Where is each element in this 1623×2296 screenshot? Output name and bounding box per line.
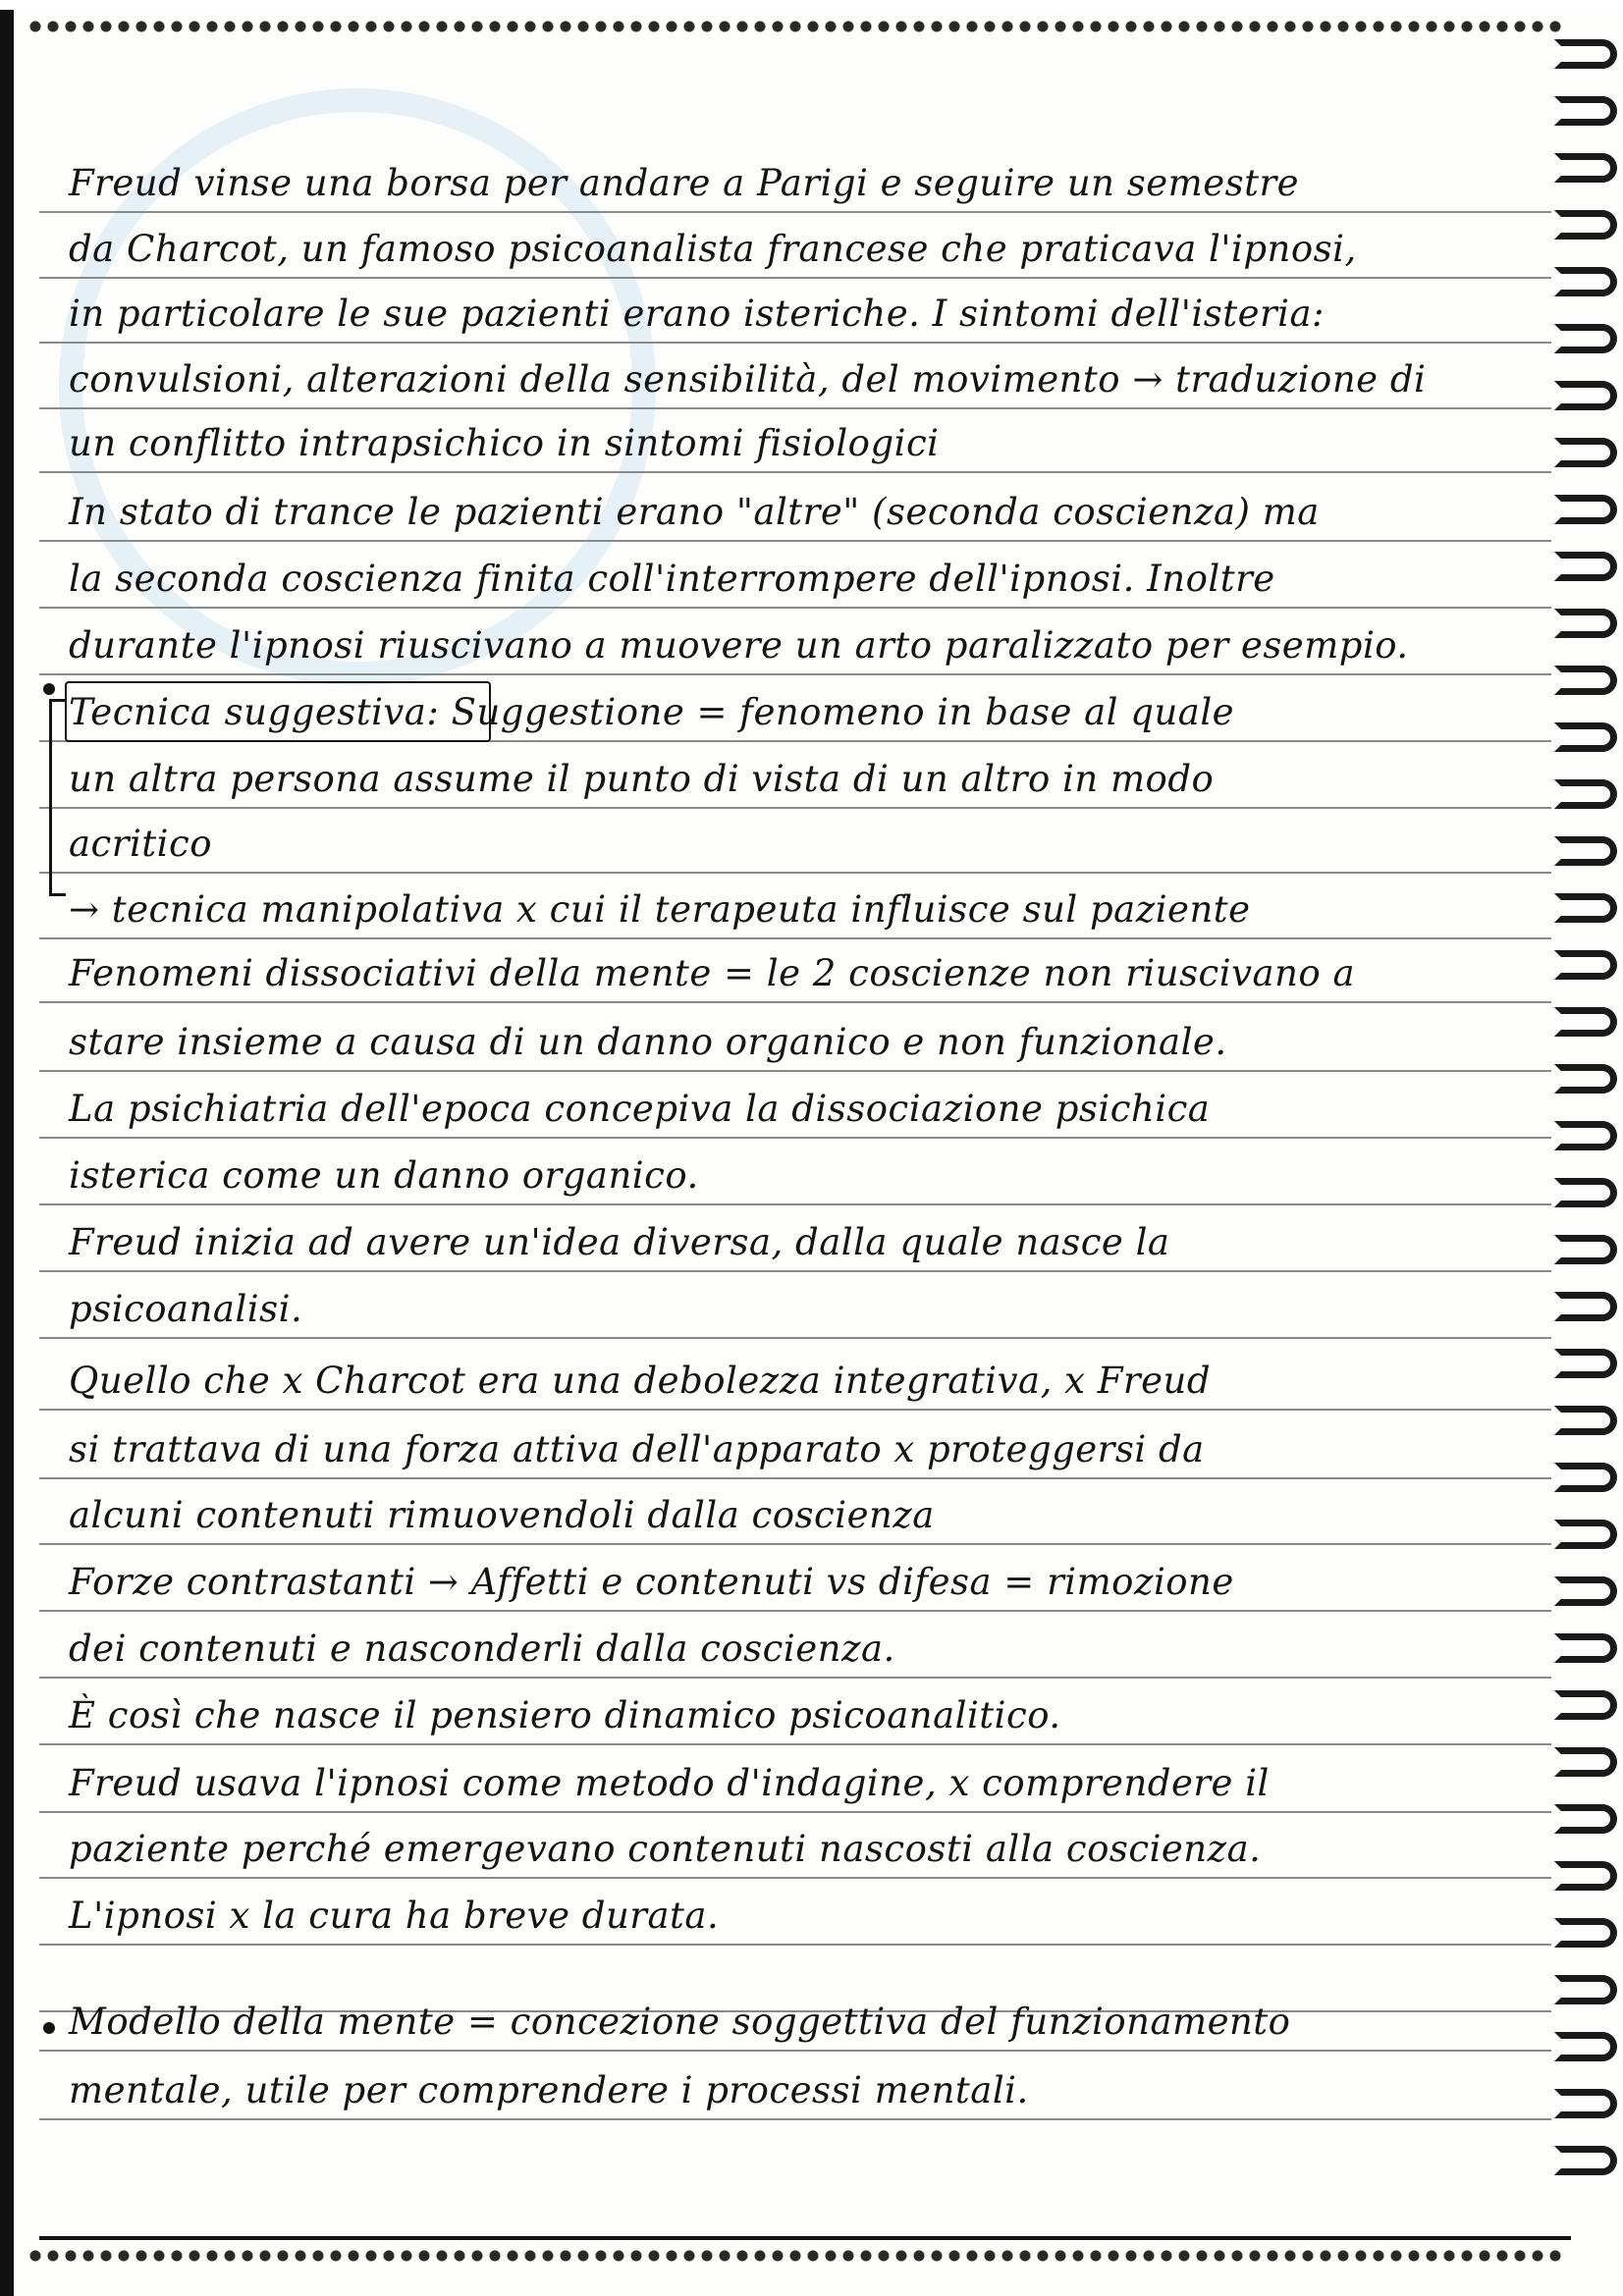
ruled-line <box>39 1543 1551 1545</box>
ruled-line <box>39 407 1551 409</box>
spiral-binding <box>1544 29 1623 2228</box>
perforation-bottom <box>29 2243 1561 2269</box>
ruled-line <box>39 1477 1551 1479</box>
ruled-line <box>39 607 1551 609</box>
spiral-ring <box>1554 210 1617 240</box>
note-line: È così che nasce il pensiero dinamico psicoanalitico. <box>69 1694 1061 1736</box>
scan-edge-top <box>0 0 1623 10</box>
ruled-line <box>39 807 1551 809</box>
ruled-line <box>39 872 1551 874</box>
spiral-ring <box>1554 267 1617 296</box>
note-line: Freud vinse una borsa per andare a Parigi e seguire un semestre <box>69 162 1300 204</box>
spiral-ring <box>1554 1804 1617 1834</box>
spiral-ring <box>1554 836 1617 866</box>
spiral-ring <box>1554 893 1617 923</box>
ruled-line <box>39 1743 1551 1745</box>
note-line: durante l'ipnosi riuscivano a muovere un arto paralizzato per esempio. <box>69 624 1409 667</box>
spiral-ring <box>1554 2089 1617 2118</box>
ruled-line <box>39 471 1551 473</box>
scan-edge-left <box>0 0 14 2296</box>
ruled-line <box>39 1877 1551 1879</box>
spiral-ring <box>1554 438 1617 467</box>
note-line: psicoanalisi. <box>69 1288 303 1330</box>
spiral-ring <box>1554 96 1617 126</box>
note-line: acritico <box>69 823 213 865</box>
spiral-ring <box>1554 153 1617 183</box>
note-line: paziente perché emergevano contenuti nascosti alla coscienza. <box>69 1828 1262 1870</box>
note-line: In stato di trance le pazienti erano "altre" (seconda coscienza) ma <box>69 491 1320 533</box>
bullet-point <box>43 2022 55 2034</box>
ruled-line <box>39 1337 1551 1339</box>
ruled-line <box>39 673 1551 675</box>
bullet-point <box>43 683 55 695</box>
ruled-line <box>39 2050 1551 2052</box>
spiral-ring <box>1554 1064 1617 1094</box>
ruled-line <box>39 1610 1551 1612</box>
spiral-ring <box>1554 1633 1617 1663</box>
spiral-ring <box>1554 381 1617 410</box>
ruled-line <box>39 1677 1551 1679</box>
spiral-ring <box>1554 1178 1617 1207</box>
note-line: si trattava di una forza attiva dell'apparato x proteggersi da <box>69 1428 1205 1470</box>
note-line: mentale, utile per comprendere i processi mentali. <box>69 2069 1029 2111</box>
note-line: in particolare le sue pazienti erano isteriche. I sintomi dell'isteria: <box>69 293 1325 335</box>
spiral-ring <box>1554 950 1617 980</box>
ruled-line <box>39 342 1551 344</box>
spiral-ring <box>1554 324 1617 353</box>
spiral-ring <box>1554 666 1617 695</box>
ruled-line <box>39 277 1551 279</box>
spiral-ring <box>1554 1975 1617 2004</box>
spiral-ring <box>1554 1576 1617 1606</box>
note-line: La psichiatria dell'epoca concepiva la dissociazione psichica <box>69 1088 1211 1130</box>
note-line: Modello della mente = concezione soggettiva del funzionamento <box>69 2001 1291 2043</box>
ruled-line <box>39 1270 1551 1272</box>
spiral-ring <box>1554 1690 1617 1720</box>
spiral-ring <box>1554 1463 1617 1492</box>
perforation-top <box>29 14 1561 39</box>
spiral-ring <box>1554 1861 1617 1891</box>
spiral-ring <box>1554 1747 1617 1777</box>
ruled-line <box>39 937 1551 939</box>
spiral-ring <box>1554 552 1617 581</box>
bottom-border <box>39 2236 1571 2240</box>
note-line: → tecnica manipolativa x cui il terapeuta influisce sul paziente <box>69 888 1251 931</box>
ruled-line <box>39 1070 1551 1072</box>
spiral-ring <box>1554 1918 1617 1948</box>
note-line: Freud usava l'ipnosi come metodo d'indagine, x comprendere il <box>69 1762 1270 1804</box>
spiral-ring <box>1554 1349 1617 1378</box>
ruled-line <box>39 1001 1551 1003</box>
spiral-ring <box>1554 2032 1617 2061</box>
note-line: L'ipnosi x la cura ha breve durata. <box>69 1895 720 1937</box>
ruled-line <box>39 1203 1551 1205</box>
spiral-ring <box>1554 2146 1617 2175</box>
note-line: Quello che x Charcot era una debolezza integrativa, x Freud <box>69 1360 1212 1402</box>
spiral-ring <box>1554 1007 1617 1037</box>
spiral-ring <box>1554 1520 1617 1549</box>
ruled-line <box>39 1409 1551 1411</box>
spiral-ring <box>1554 1292 1617 1321</box>
ruled-line <box>39 540 1551 542</box>
spiral-ring <box>1554 779 1617 809</box>
spiral-ring <box>1554 495 1617 524</box>
ruled-line <box>39 1137 1551 1139</box>
note-line: Fenomeni dissociativi della mente = le 2 coscienze non riuscivano a <box>69 952 1355 994</box>
note-line: dei contenuti e nasconderli dalla coscienza. <box>69 1628 895 1670</box>
note-line: convulsioni, alterazioni della sensibilità, del movimento → traduzione di <box>69 358 1427 400</box>
spiral-ring <box>1554 39 1617 69</box>
note-line: Tecnica suggestiva: Suggestione = fenomeno in base al quale <box>69 691 1235 733</box>
side-bracket <box>49 699 66 896</box>
ruled-line <box>39 1944 1551 1946</box>
note-line: isterica come un danno organico. <box>69 1154 699 1197</box>
note-line: Forze contrastanti → Affetti e contenuti vs difesa = rimozione <box>69 1561 1234 1603</box>
note-line: alcuni contenuti rimuovendoli dalla coscienza <box>69 1494 935 1536</box>
ruled-line <box>39 211 1551 213</box>
spiral-ring <box>1554 1406 1617 1435</box>
note-line: Freud inizia ad avere un'idea diversa, dalla quale nasce la <box>69 1221 1170 1263</box>
ruled-line <box>39 2118 1551 2120</box>
spiral-ring <box>1554 1235 1617 1264</box>
spiral-ring <box>1554 722 1617 752</box>
note-line: la seconda coscienza finita coll'interrompere dell'ipnosi. Inoltre <box>69 558 1275 600</box>
note-line: stare insieme a causa di un danno organico e non funzionale. <box>69 1021 1227 1063</box>
note-line: da Charcot, un famoso psicoanalista francese che praticava l'ipnosi, <box>69 228 1357 270</box>
ruled-line <box>39 1811 1551 1813</box>
spiral-ring <box>1554 609 1617 638</box>
spiral-ring <box>1554 1121 1617 1150</box>
note-line: un conflitto intrapsichico in sintomi fisiologici <box>69 422 940 464</box>
note-line: un altra persona assume il punto di vista di un altro in modo <box>69 758 1215 800</box>
